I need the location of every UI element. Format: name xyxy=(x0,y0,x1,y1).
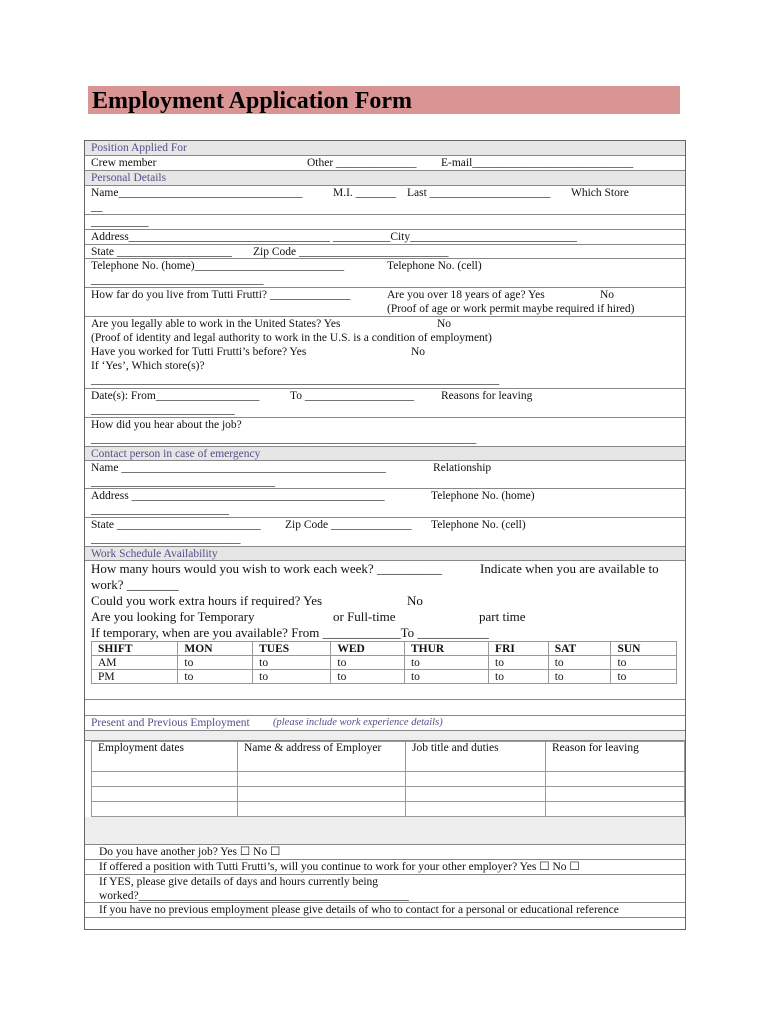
continue-row xyxy=(85,860,685,875)
dates-row xyxy=(85,389,685,418)
proof-age-note: (Proof of age or work permit maybe required if hired) xyxy=(387,303,635,315)
schedule-cell[interactable]: to xyxy=(178,656,253,670)
contact-tel-cell-field[interactable]: Telephone No. (cell) xyxy=(431,519,526,531)
continue-field[interactable]: If offered a position with Tutti Frutti’s, will you continue to work for your other employer? Yes ☐ No ☐ xyxy=(99,861,580,873)
cell[interactable] xyxy=(238,772,406,787)
fulltime-option[interactable]: or Full-time xyxy=(333,609,396,624)
col-shift: SHIFT xyxy=(92,642,178,656)
col-job-title: Job title and duties xyxy=(406,742,546,772)
details-label: If YES, please give details of days and hours currently being xyxy=(99,876,379,888)
crew-member-option[interactable]: Crew member xyxy=(91,157,157,169)
cell[interactable] xyxy=(92,802,238,817)
cell[interactable] xyxy=(238,787,406,802)
table-row xyxy=(92,802,685,817)
cell[interactable] xyxy=(546,787,685,802)
contact-zip-field[interactable]: Zip Code ______________ xyxy=(285,519,412,531)
shift-label: PM xyxy=(92,670,178,684)
col-employment-dates: Employment dates xyxy=(92,742,238,772)
worked-before-row xyxy=(85,345,685,359)
schedule-cell[interactable]: to xyxy=(331,670,405,684)
section-label: Position Applied For xyxy=(91,142,187,154)
schedule-header-row xyxy=(92,642,677,656)
shift-label: AM xyxy=(92,656,178,670)
schedule-row-pm xyxy=(92,670,677,684)
contact-address-row xyxy=(85,489,685,518)
hear-field[interactable]: ___________________________________________________________________ xyxy=(91,433,477,445)
temporary-option[interactable]: Are you looking for Temporary xyxy=(91,609,255,624)
over18-yes[interactable]: Are you over 18 years of age? Yes xyxy=(387,289,545,301)
contact-address-field[interactable]: Address ____________________________________________ xyxy=(91,490,385,502)
blank-line: __________ xyxy=(91,216,149,228)
spacer-row-4 xyxy=(85,817,685,845)
schedule-cell[interactable]: to xyxy=(548,670,611,684)
hours-field[interactable]: How many hours would you wish to work each week? __________ xyxy=(91,561,442,576)
name-field[interactable]: Name________________________________ xyxy=(91,187,303,199)
state-row xyxy=(85,245,685,259)
position-row xyxy=(85,156,685,171)
relationship-field[interactable]: Relationship xyxy=(433,462,492,474)
address-field[interactable]: Address___________________________________ __________City_____________________________ xyxy=(91,231,577,243)
indicate-label: Indicate when you are available to xyxy=(480,561,659,576)
store-line: __ xyxy=(91,201,103,213)
col-reason: Reason for leaving xyxy=(546,742,685,772)
hours-row xyxy=(85,561,685,593)
section-position xyxy=(85,141,685,156)
last-name-field[interactable]: Last _____________________ xyxy=(407,187,551,199)
tel-cell-field[interactable]: Telephone No. (cell) xyxy=(387,260,482,272)
spacer-row-3 xyxy=(85,731,685,741)
contact-tel-cell-line: __________________________ xyxy=(91,533,241,545)
temporary-row xyxy=(85,609,685,625)
section-contact xyxy=(85,447,685,461)
col-thur: THUR xyxy=(404,642,488,656)
legal-no[interactable]: No xyxy=(437,318,452,330)
which-stores-label: If ‘Yes’, Which store(s)? xyxy=(91,360,205,372)
schedule-cell[interactable]: to xyxy=(489,670,549,684)
table-row xyxy=(92,772,685,787)
legal-row xyxy=(85,317,685,331)
section-note: (please include work experience details) xyxy=(273,717,443,728)
extra-yes[interactable]: Could you work extra hours if required? Yes xyxy=(91,593,323,608)
schedule-table xyxy=(91,641,677,684)
col-sun: SUN xyxy=(611,642,677,656)
contact-tel-home-field[interactable]: Telephone No. (home) xyxy=(431,490,535,502)
hear-row xyxy=(85,418,685,447)
no-previous-row xyxy=(85,903,685,918)
address-row xyxy=(85,230,685,245)
contact-name-row xyxy=(85,461,685,489)
email-field[interactable]: E-mail____________________________ xyxy=(441,157,634,169)
col-fri: FRI xyxy=(489,642,549,656)
contact-name-field[interactable]: Name ______________________________________________ xyxy=(91,462,386,474)
state-field[interactable]: State ____________________ xyxy=(91,246,232,258)
schedule-row-am xyxy=(92,656,677,670)
worked-before-no[interactable]: No xyxy=(411,346,426,358)
cell[interactable] xyxy=(92,787,238,802)
col-employer: Name & address of Employer xyxy=(238,742,406,772)
section-label: Personal Details xyxy=(91,172,167,184)
distance-field[interactable]: How far do you live from Tutti Frutti? ______________ xyxy=(91,289,351,301)
section-schedule xyxy=(85,547,685,561)
name-row xyxy=(85,186,685,215)
schedule-cell[interactable]: to xyxy=(489,656,549,670)
extra-row xyxy=(85,593,685,609)
which-stores-row xyxy=(85,359,685,389)
col-wed: WED xyxy=(331,642,405,656)
reasons-line: _________________________ xyxy=(91,404,235,416)
over18-no[interactable]: No xyxy=(600,289,615,301)
hear-label: How did you hear about the job? xyxy=(91,419,242,431)
schedule-cell[interactable]: to xyxy=(611,670,677,684)
zip-field[interactable]: Zip Code __________________________ xyxy=(253,246,449,258)
section-label: Contact person in case of emergency xyxy=(91,448,261,460)
which-stores-field[interactable]: _______________________________________________________________________ xyxy=(91,374,500,386)
cell-line: ______________________________ xyxy=(91,274,264,286)
telephone-row xyxy=(85,259,685,288)
tel-home-field[interactable]: Telephone No. (home)__________________________ xyxy=(91,260,345,272)
schedule-cell[interactable]: to xyxy=(331,656,405,670)
blank-row xyxy=(85,215,685,230)
reasons-leaving-field[interactable]: Reasons for leaving xyxy=(441,390,533,402)
which-store-field[interactable]: Which Store xyxy=(571,187,629,199)
contact-state-field[interactable]: State _________________________ xyxy=(91,519,261,531)
proof-identity-row xyxy=(85,331,685,345)
section-label: Present and Previous Employment xyxy=(91,717,250,729)
legal-yes[interactable]: Are you legally able to work in the United States? Yes xyxy=(91,318,341,330)
cell[interactable] xyxy=(546,772,685,787)
schedule-cell[interactable]: to xyxy=(548,656,611,670)
schedule-cell[interactable]: to xyxy=(404,670,488,684)
col-tues: TUES xyxy=(253,642,331,656)
schedule-cell[interactable]: to xyxy=(178,670,253,684)
section-previous xyxy=(85,716,685,731)
contact-tel-home-line: ________________________ xyxy=(91,504,229,516)
section-personal xyxy=(85,171,685,186)
cell[interactable] xyxy=(406,772,546,787)
schedule-cell[interactable]: to xyxy=(253,656,331,670)
date-to-field[interactable]: To ___________________ xyxy=(290,390,415,402)
cell[interactable] xyxy=(406,787,546,802)
cell[interactable] xyxy=(546,802,685,817)
mi-field[interactable]: M.I. _______ xyxy=(333,187,396,199)
spacer-row-2 xyxy=(85,700,685,716)
application-form xyxy=(84,140,686,930)
date-from-field[interactable]: Date(s): From__________________ xyxy=(91,390,260,402)
another-job-row xyxy=(85,845,685,860)
previous-header-row xyxy=(92,742,685,772)
table-row xyxy=(92,787,685,802)
other-field[interactable]: Other ______________ xyxy=(307,157,417,169)
distance-row xyxy=(85,288,685,317)
another-job-field[interactable]: Do you have another job? Yes ☐ No ☐ xyxy=(99,846,281,858)
cell[interactable] xyxy=(238,802,406,817)
section-label: Work Schedule Availability xyxy=(91,548,218,560)
proof-identity-note: (Proof of identity and legal authority to work in the U.S. is a condition of employment) xyxy=(91,332,492,344)
contact-state-row xyxy=(85,518,685,547)
col-mon: MON xyxy=(178,642,253,656)
no-previous-label: If you have no previous employment please give details of who to contact for a personal or educational reference xyxy=(99,904,619,916)
if-temp-field[interactable]: If temporary, when are you available? From ____________To ___________ xyxy=(91,625,489,640)
spacer-row xyxy=(85,685,685,700)
worked-before-yes[interactable]: Have you worked for Tutti Frutti’s before? Yes xyxy=(91,346,307,358)
schedule-cell[interactable]: to xyxy=(404,656,488,670)
schedule-cell[interactable]: to xyxy=(611,656,677,670)
cell[interactable] xyxy=(406,802,546,817)
col-sat: SAT xyxy=(548,642,611,656)
if-temp-row xyxy=(85,625,685,641)
schedule-cell[interactable]: to xyxy=(253,670,331,684)
details-row xyxy=(85,875,685,903)
cell[interactable] xyxy=(92,772,238,787)
worked-field[interactable]: worked?_______________________________________________ xyxy=(99,890,409,902)
page-title: Employment Application Form xyxy=(92,88,413,114)
relationship-line: ________________________________ xyxy=(91,476,275,488)
extra-no[interactable]: No xyxy=(407,593,423,608)
work-field[interactable]: work? ________ xyxy=(91,577,179,592)
parttime-option[interactable]: part time xyxy=(479,609,526,624)
previous-employment-table xyxy=(91,741,685,817)
